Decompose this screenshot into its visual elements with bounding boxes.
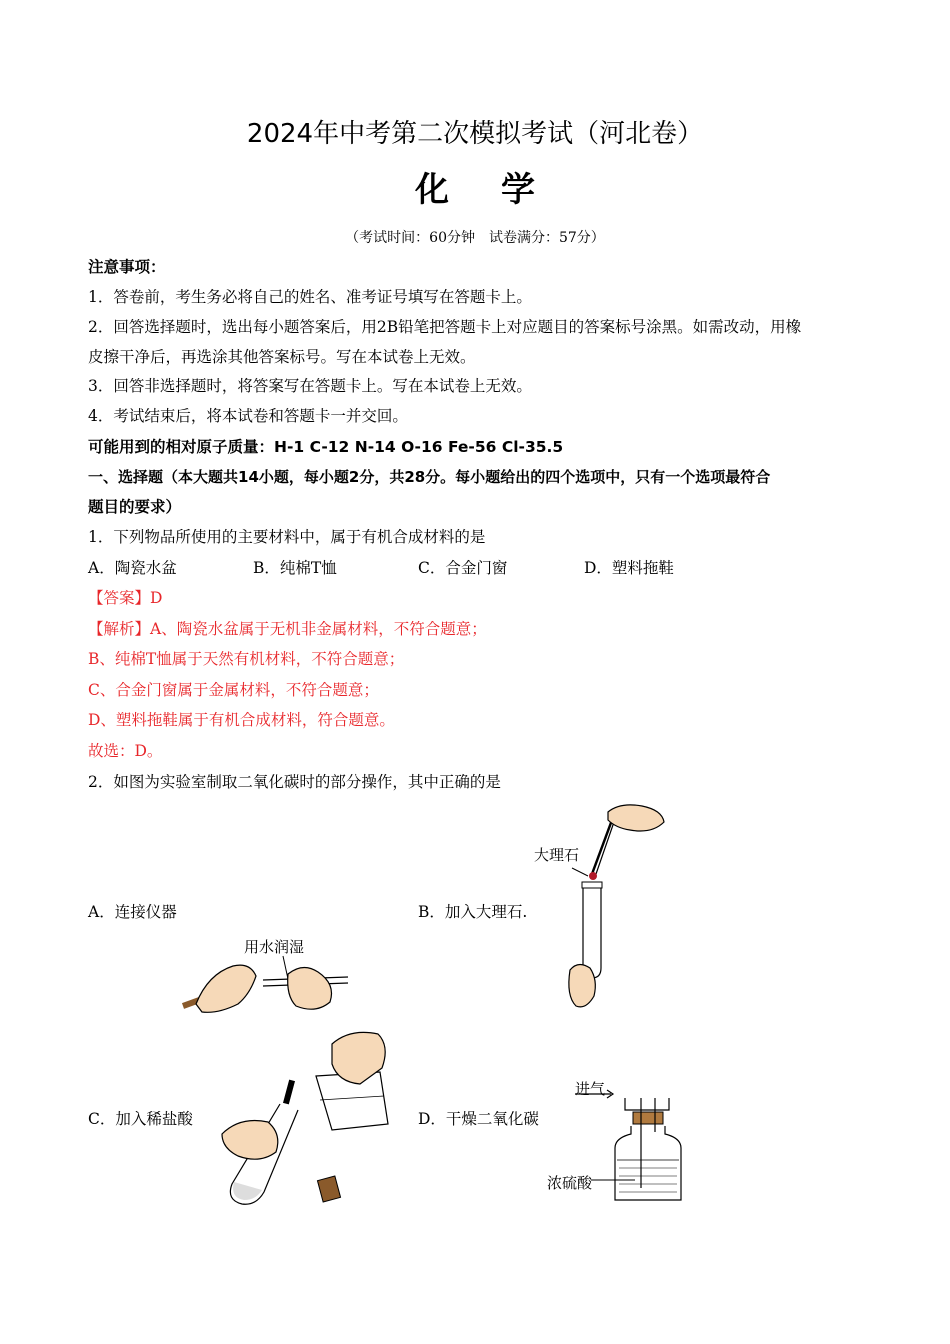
section-heading-cont: 题目的要求） (88, 498, 182, 516)
figure-d-drying (545, 1076, 695, 1208)
q1-analysis-line: D、塑料拖鞋属于有机合成材料，符合题意。 (88, 711, 395, 729)
q1-option-a: A．陶瓷水盆 (88, 559, 177, 577)
pouring-acid-drawing (220, 1024, 400, 1209)
notes-heading: 注意事项： (88, 258, 166, 276)
q2-option-c: C．加入稀盐酸 (88, 1110, 193, 1128)
note-item: 1．答卷前，考生务必将自己的姓名、准考证号填写在答题卡上。 (88, 288, 532, 306)
atomic-masses: 可能用到的相对原子质量：H-1 C-12 N-14 O-16 Fe-56 Cl-35.5 (88, 438, 564, 456)
figure-c-pouring (220, 1024, 400, 1209)
figure-d-acid-label: 浓硫酸 (547, 1174, 593, 1192)
figure-a-label: 用水润湿 (244, 938, 305, 956)
q2-option-d: D．干燥二氧化碳 (418, 1110, 539, 1128)
exam-info: （考试时间：60分钟 试卷满分：57分） (345, 230, 605, 246)
note-item: 4．考试结束后，将本试卷和答题卡一并交回。 (88, 407, 408, 425)
q1-analysis-line: 故选：D。 (88, 742, 163, 760)
q1-analysis-line: C、合金门窗属于金属材料，不符合题意； (88, 681, 379, 699)
wash-bottle-drawing (545, 1076, 695, 1208)
q1-option-c: C．合金门窗 (418, 559, 508, 577)
note-item: 2．回答选择题时，选出每小题答案后，用2B铅笔把答题卡上对应题目的答案标号涂黑。如需改动，用橡 (88, 318, 802, 336)
q1-answer: 【答案】D (88, 589, 163, 607)
figure-b-label: 大理石 (534, 846, 580, 864)
q1-option-b: B．纯棉T恤 (253, 559, 337, 577)
figure-a-connecting (178, 934, 358, 1016)
exam-title: 2024年中考第二次模拟考试（河北卷） (246, 119, 704, 149)
subject-title: 化学 (415, 170, 587, 210)
q1-analysis-line: B、纯棉T恤属于天然有机材料，不符合题意； (88, 650, 405, 668)
q1-analysis-line: 【解析】A、陶瓷水盆属于无机非金属材料，不符合题意； (88, 620, 487, 638)
q2-option-a: A．连接仪器 (88, 903, 177, 921)
q2-stem: 2．如图为实验室制取二氧化碳时的部分操作，其中正确的是 (88, 773, 501, 791)
note-item: 皮擦干净后，再选涂其他答案标号。写在本试卷上无效。 (88, 348, 476, 366)
test-tube-tweezers-drawing (530, 800, 680, 1015)
section-heading: 一、选择题（本大题共14小题，每小题2分，共28分。每小题给出的四个选项中，只有一个选项最符合 (88, 468, 771, 486)
hands-tube-drawing (178, 934, 358, 1016)
figure-d-inlet-label: 进气 (575, 1080, 606, 1098)
q1-option-d: D．塑料拖鞋 (584, 559, 674, 577)
figure-b-marble (530, 800, 680, 1015)
q1-stem: 1．下列物品所使用的主要材料中，属于有机合成材料的是 (88, 528, 486, 546)
q2-option-b: B．加入大理石. (418, 903, 528, 921)
note-item: 3．回答非选择题时，将答案写在答题卡上。写在本试卷上无效。 (88, 377, 532, 395)
